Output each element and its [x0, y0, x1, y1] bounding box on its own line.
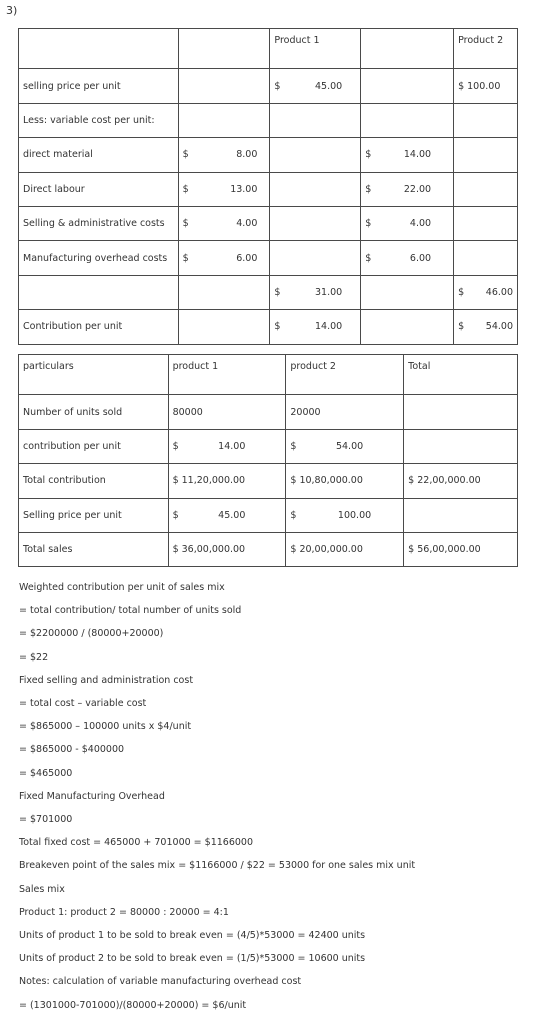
value-cell: $ 36,00,000.00: [168, 532, 286, 566]
empty-cell: [178, 310, 270, 344]
empty-cell: [19, 29, 179, 69]
note-line: Fixed Manufacturing Overhead: [19, 790, 165, 802]
value-cell: [286, 498, 404, 532]
value-text: 22.00: [403, 183, 432, 195]
product1-header: product 1: [168, 355, 286, 395]
table-row: [19, 69, 518, 103]
note-line: = $2200000 / (80000+20000): [19, 628, 164, 640]
value-cell: [286, 429, 404, 463]
value-cell: [361, 138, 454, 172]
table-row: [19, 172, 518, 206]
value-cell: [178, 241, 270, 275]
value-cell: [270, 310, 361, 344]
note-line: Notes: calculation of variable manufacturing overhead cost: [19, 976, 302, 988]
total-header: Total: [404, 355, 518, 395]
value-cell: $ 10,80,000.00: [286, 464, 404, 498]
empty-cell: [361, 275, 454, 309]
value-cell: [361, 206, 454, 240]
table-row: [19, 206, 518, 240]
value-cell: $ 100.00: [454, 69, 518, 103]
empty-cell: [454, 172, 518, 206]
value-cell: 20000: [286, 395, 404, 429]
table-row: [19, 355, 518, 395]
value-text: 45.00: [218, 509, 246, 521]
currency-symbol: $: [458, 286, 465, 298]
empty-cell: [454, 138, 518, 172]
currency-symbol: $: [274, 321, 281, 333]
currency-symbol: $: [172, 509, 179, 521]
table-row: [19, 29, 518, 69]
value-text: 45.00: [315, 80, 343, 92]
currency-symbol: $: [274, 286, 281, 298]
value-text: 14.00: [218, 440, 246, 452]
row-label: contribution per unit: [19, 429, 169, 463]
row-label: Contribution per unit: [19, 310, 179, 344]
row-label: Selling price per unit: [19, 498, 169, 532]
product1-header: Product 1: [270, 29, 361, 69]
note-line: Units of product 2 to be sold to break even = (1/5)*53000 = 10600 units: [19, 953, 366, 965]
note-line: = $865000 - $400000: [19, 744, 125, 756]
row-label: Manufacturing overhead costs: [19, 241, 179, 275]
value-text: 14.00: [403, 149, 432, 161]
value-cell: [361, 241, 454, 275]
empty-cell: [178, 69, 270, 103]
table-row: [19, 464, 518, 498]
table-row: [19, 498, 518, 532]
empty-cell: [178, 275, 270, 309]
table-row: [19, 103, 518, 137]
empty-cell: [361, 103, 454, 137]
value-cell: [178, 172, 270, 206]
currency-symbol: $: [365, 149, 372, 161]
value-cell: $ 22,00,000.00: [404, 464, 518, 498]
empty-cell: [454, 206, 518, 240]
note-line: Weighted contribution per unit of sales mix: [19, 582, 225, 593]
value-cell: [178, 138, 270, 172]
value-text: 4.00: [409, 218, 432, 230]
empty-cell: [270, 241, 361, 275]
value-cell: [168, 429, 286, 463]
value-text: 46.00: [485, 286, 513, 298]
note-line: Breakeven point of the sales mix = $1166000 / $22 = 53000 for one sales mix unit: [19, 860, 416, 872]
empty-cell: [19, 275, 179, 309]
currency-symbol: $: [365, 252, 372, 264]
currency-symbol: $: [182, 149, 189, 161]
row-label: Total sales: [19, 532, 169, 566]
value-cell: [361, 172, 454, 206]
empty-cell: [270, 206, 361, 240]
currency-symbol: $: [365, 183, 372, 195]
sales-mix-table: [18, 354, 518, 567]
value-cell: [454, 310, 518, 344]
table-row: [19, 138, 518, 172]
value-cell: $ 20,00,000.00: [286, 532, 404, 566]
table-row: [19, 395, 518, 429]
note-line: = total cost – variable cost: [19, 698, 147, 710]
empty-cell: [404, 395, 518, 429]
currency-symbol: $: [182, 183, 189, 195]
value-text: 54.00: [335, 440, 364, 452]
note-line: = $465000: [19, 767, 73, 779]
table-row: [19, 275, 518, 309]
note-line: = (1301000-701000)/(80000+20000) = $6/unit: [19, 999, 247, 1011]
empty-cell: [404, 498, 518, 532]
value-text: 8.00: [236, 149, 258, 161]
value-cell: 80000: [168, 395, 286, 429]
value-cell: $ 56,00,000.00: [404, 532, 518, 566]
empty-cell: [178, 29, 270, 69]
empty-cell: [270, 172, 361, 206]
currency-symbol: $: [182, 218, 189, 230]
note-line: = $701000: [19, 814, 73, 826]
note-line: = total contribution/ total number of units sold: [19, 605, 242, 617]
value-cell: [270, 69, 361, 103]
currency-symbol: $: [290, 440, 297, 452]
row-label: selling price per unit: [19, 69, 179, 103]
value-text: 4.00: [236, 218, 258, 230]
value-text: 6.00: [409, 252, 432, 264]
note-line: Fixed selling and administration cost: [19, 674, 194, 686]
row-label: Number of units sold: [19, 395, 169, 429]
empty-cell: [361, 29, 454, 69]
empty-cell: [454, 103, 518, 137]
value-cell: [178, 206, 270, 240]
row-label: direct material: [19, 138, 179, 172]
question-number: 3): [6, 4, 18, 17]
value-text: 31.00: [315, 286, 343, 298]
row-label: Total contribution: [19, 464, 169, 498]
note-line: Units of product 1 to be sold to break even = (4/5)*53000 = 42400 units: [19, 930, 366, 942]
empty-cell: [270, 138, 361, 172]
calculation-notes: [19, 576, 529, 1017]
table-row: [19, 241, 518, 275]
value-cell: [454, 275, 518, 309]
unit-cost-table: [18, 28, 518, 345]
currency-symbol: $: [365, 218, 372, 230]
empty-cell: [361, 69, 454, 103]
value-text: 6.00: [236, 252, 258, 264]
currency-symbol: $: [290, 509, 297, 521]
value-text: 100.00: [337, 509, 372, 521]
table-row: [19, 532, 518, 566]
table-row: [19, 310, 518, 344]
empty-cell: [270, 103, 361, 137]
currency-symbol: $: [274, 80, 281, 92]
row-label: Selling & administrative costs: [19, 206, 179, 240]
note-line: Sales mix: [19, 883, 65, 895]
value-cell: [168, 498, 286, 532]
note-line: Total fixed cost = 465000 + 701000 = $1166000: [19, 837, 254, 849]
value-text: 14.00: [315, 321, 343, 333]
empty-cell: [454, 241, 518, 275]
value-text: 13.00: [230, 183, 258, 195]
particulars-header: particulars: [19, 355, 169, 395]
empty-cell: [361, 310, 454, 344]
currency-symbol: $: [172, 440, 179, 452]
note-line: = $865000 – 100000 units x $4/unit: [19, 721, 192, 733]
value-cell: $ 11,20,000.00: [168, 464, 286, 498]
currency-symbol: $: [182, 252, 189, 264]
product2-header: product 2: [286, 355, 404, 395]
table-row: [19, 429, 518, 463]
empty-cell: [404, 429, 518, 463]
note-line: Product 1: product 2 = 80000 : 20000 = 4:1: [19, 906, 229, 918]
row-label: Less: variable cost per unit:: [19, 103, 179, 137]
value-text: 54.00: [485, 321, 513, 333]
row-label: Direct labour: [19, 172, 179, 206]
currency-symbol: $: [458, 321, 465, 333]
product2-header: Product 2: [454, 29, 518, 69]
note-line: = $22: [19, 651, 49, 663]
empty-cell: [178, 103, 270, 137]
value-cell: [270, 275, 361, 309]
